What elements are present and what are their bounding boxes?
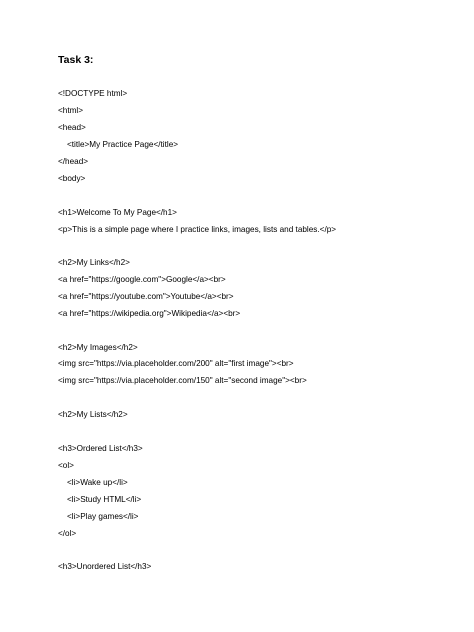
code-line: <li>Study HTML</li> bbox=[67, 495, 142, 504]
code-line: <a href="https://youtube.com">Youtube</a><br> bbox=[58, 292, 234, 301]
code-line: <h2>My Lists</h2> bbox=[58, 410, 128, 419]
code-line: <h3>Ordered List</h3> bbox=[58, 444, 143, 453]
code-line: <img src="https://via.placeholder.com/150" alt="second image"><br> bbox=[58, 376, 307, 385]
code-line: <head> bbox=[58, 123, 86, 132]
code-line: </ol> bbox=[58, 529, 77, 538]
code-line: <h3>Unordered List</h3> bbox=[58, 562, 152, 571]
code-line: <h1>Welcome To My Page</h1> bbox=[58, 208, 177, 217]
code-line: <h2>My Images</h2> bbox=[58, 343, 138, 352]
code-line: <html> bbox=[58, 106, 84, 115]
code-line: <li>Play games</li> bbox=[67, 512, 139, 521]
code-line: <title>My Practice Page</title> bbox=[67, 140, 179, 149]
code-line: <a href="https://wikipedia.org">Wikipedia</a><br> bbox=[58, 309, 241, 318]
code-line: </head> bbox=[58, 157, 89, 166]
code-line: <p>This is a simple page where I practice links, images, lists and tables.</p> bbox=[58, 225, 337, 234]
code-line: <li>Wake up</li> bbox=[67, 478, 128, 487]
page-title: Task 3: bbox=[58, 54, 94, 66]
code-line: <a href="https://google.com">Google</a><br> bbox=[58, 275, 226, 284]
code-line: <h2>My Links</h2> bbox=[58, 258, 130, 267]
code-line: <!DOCTYPE html> bbox=[58, 89, 128, 98]
code-line: <img src="https://via.placeholder.com/200" alt="first image"><br> bbox=[58, 359, 294, 368]
code-line: <body> bbox=[58, 174, 86, 183]
code-line: <ol> bbox=[58, 461, 74, 470]
